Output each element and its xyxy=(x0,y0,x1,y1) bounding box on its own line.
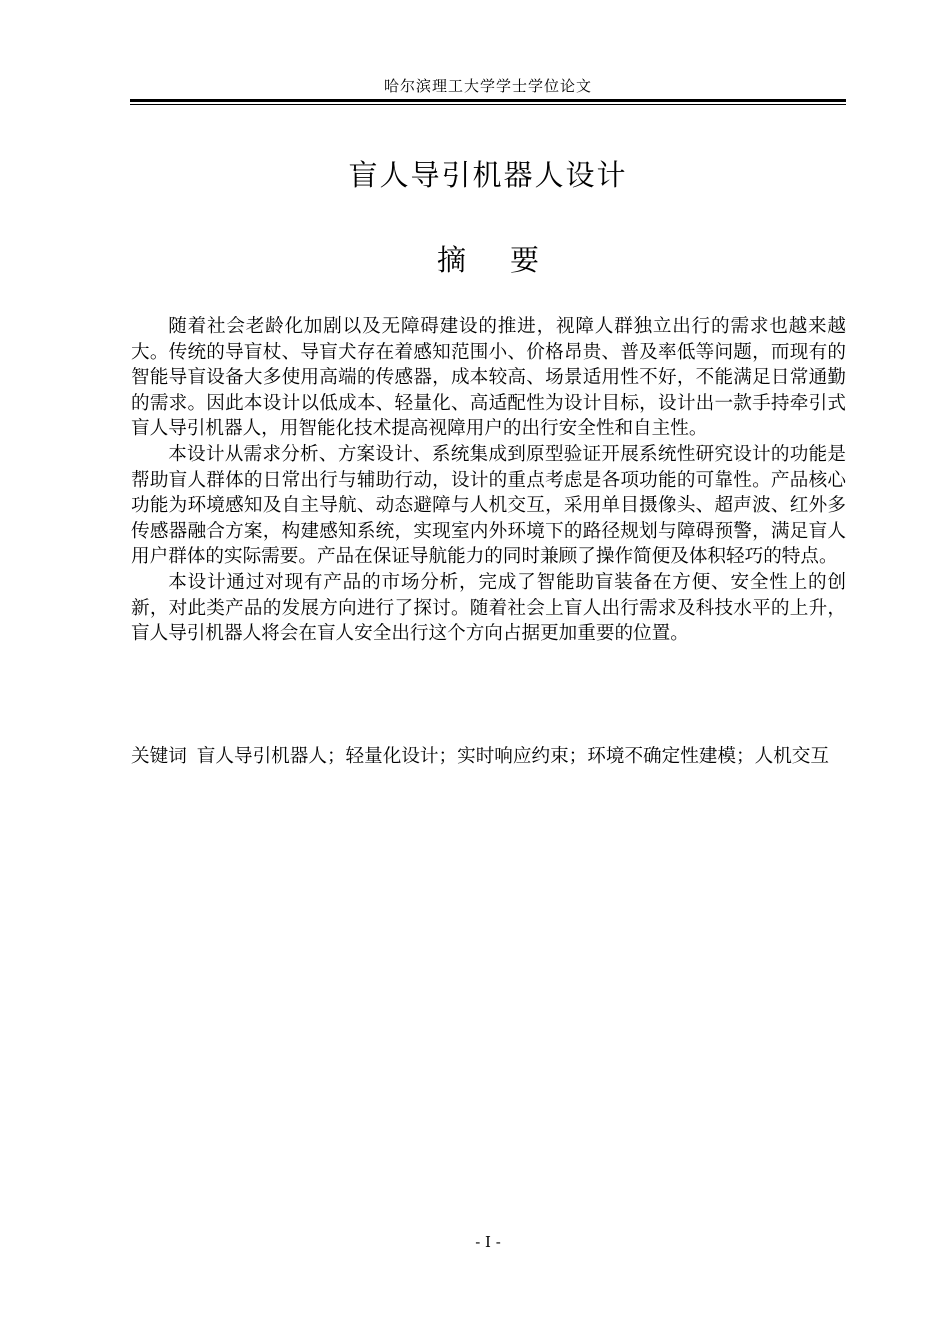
abstract-paragraph-1: 随着社会老龄化加剧以及无障碍建设的推进，视障人群独立出行的需求也越来越大。传统的导盲杖、导盲犬存在着感知范围小、价格昂贵、普及率低等问题，而现有的智能导盲设备大多使用高端的传感器，成本较高、场景适用性不好，不能满足日常通勤的需求。因此本设计以低成本、轻量化、高适配性为设计目标，设计出一款手持牵引式盲人导引机器人，用智能化技术提高视障用户的出行安全性和自主性。 xyxy=(131,316,846,440)
abstract-heading-char-2: 要 xyxy=(510,243,540,277)
abstract-heading-char-1: 摘 xyxy=(436,243,466,277)
page-number: - I - xyxy=(475,1233,501,1251)
document-title: 盲人导引机器人设计 xyxy=(348,158,628,192)
keywords-label: 关键词 xyxy=(131,746,187,767)
abstract-body xyxy=(131,314,846,647)
abstract-paragraph-3: 本设计通过对现有产品的市场分析，完成了智能助盲装备在方便、安全性上的创新，对此类产品的发展方向进行了探讨。随着社会上盲人出行需求及科技水平的上升，盲人导引机器人将会在盲人安全出行这个方向占据更加重要的位置。 xyxy=(131,571,846,645)
keywords-text: 盲人导引机器人；轻量化设计；实时响应约束；环境不确定性建模；人机交互 xyxy=(196,746,829,767)
abstract-heading xyxy=(130,240,846,280)
header-rule-thin xyxy=(130,104,846,105)
abstract-paragraph-2: 本设计从需求分析、方案设计、系统集成到原型验证开展系统性研究设计的功能是帮助盲人群体的日常出行与辅助行动，设计的重点考虑是各项功能的可靠性。产品核心功能为环境感知及自主导航、动态避障与人机交互，采用单目摄像头、超声波、红外多传感器融合方案，构建感知系统，实现室内外环境下的路径规划与障碍预警，满足盲人用户群体的实际需要。产品在保证导航能力的同时兼顾了操作简便及体积轻巧的特点。 xyxy=(131,443,846,568)
keywords-block xyxy=(131,744,846,770)
running-header: 哈尔滨理工大学学士学位论文 xyxy=(383,77,592,95)
header-rule-thick xyxy=(130,99,846,102)
